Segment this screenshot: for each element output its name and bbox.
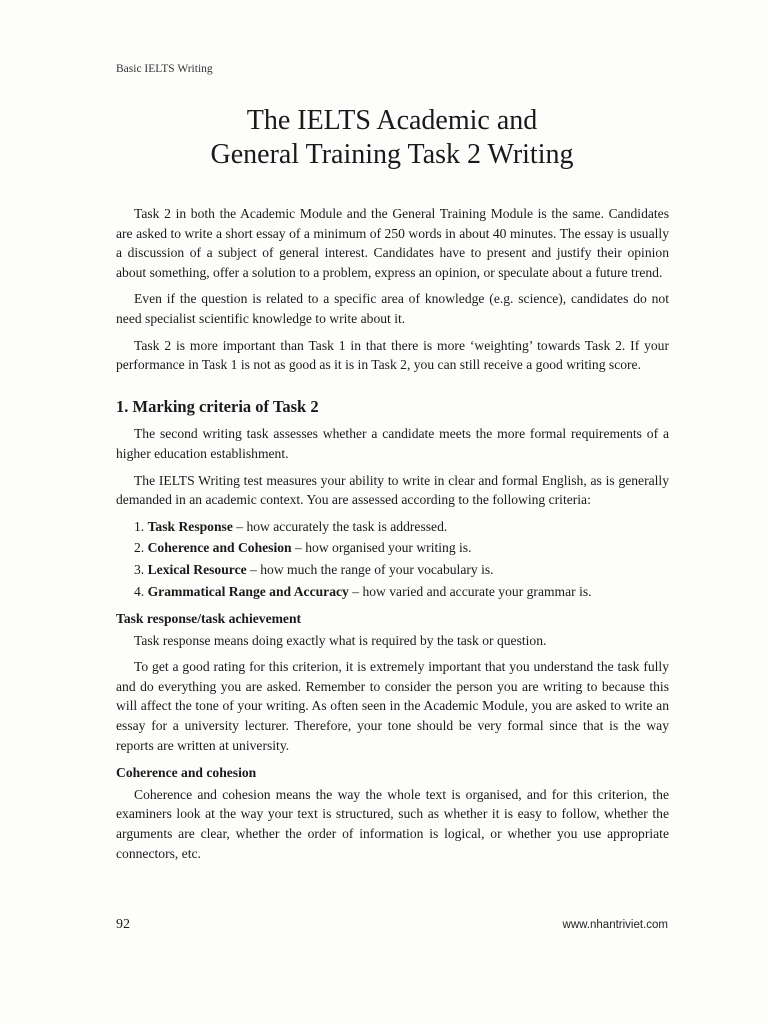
running-head: Basic IELTS Writing [116,63,213,75]
criteria-item [116,582,669,602]
criteria-number: 3. [134,561,145,577]
section-heading-marking-criteria: 1. Marking criteria of Task 2 [116,396,319,416]
page-number: 92 [116,917,130,932]
subheading-coherence: Coherence and cohesion [116,765,257,781]
title-line-1: The IELTS Academic and [246,105,538,136]
criteria-description: – how organised your writing is. [291,540,472,556]
criteria-term: Grammatical Range and Accuracy [147,583,349,599]
criteria-description: – how accurately the task is addressed. [232,518,448,534]
task-response-paragraph-1: Task response means doing exactly what is required by the task or question. [134,632,547,648]
criteria-number: 1. [134,518,145,534]
intro-paragraph-3: Task 2 is more important than Task 1 in that there is more ‘weighting’ towards Task 2. If your performance in Task 1 is not as good as it is in Task 2, you can still receive a good writing score. [116,337,669,373]
coherence-paragraph-1: Coherence and cohesion means the way the whole text is organised, and for this criterion, the examiners look at the way your text is structured, such as whether it is easy to follow, whether the arguments are clear, whether the order of information is logical, or whether you use appropriate connectors, etc. [116,786,669,861]
page-title [0,104,768,172]
criteria-item [116,560,669,580]
criteria-number: 4. [134,583,145,599]
body-text [116,204,669,870]
intro-paragraph-2: Even if the question is related to a specific area of knowledge (e.g. science), candidates do not need specialist scientific knowledge to write about it. [116,291,669,326]
subheading-task-response: Task response/task achievement [116,611,302,627]
task-response-paragraph-2: To get a good rating for this criterion, it is extremely important that you understand the task fully and do everything you are asked. Remember to consider the person you are writing to because this will affect the tone of your writing. As often seen in the Academic Module, you are asked to write an essay for a university lecturer. Therefore, your tone should be very formal since that is the way reports are written at university. [116,659,669,753]
criteria-term: Coherence and Cohesion [147,540,292,556]
criteria-description: – how much the range of your vocabulary is. [246,561,494,577]
criteria-item [116,517,669,537]
website-url: www.nhantriviet.com [562,919,668,931]
criteria-term: Lexical Resource [147,561,247,577]
criteria-list [116,517,669,601]
criteria-number: 2. [134,540,145,556]
intro-paragraph-1: Task 2 in both the Academic Module and the General Training Module is the same. Candidates are asked to write a short essay of a minimum of 250 words in about 40 minutes. The essay is usually a discussion of a subject of general interest. Candidates have to present and justify their opinion about something, offer a solution to a problem, express an opinion, or speculate about a future trend. [116,206,669,280]
criteria-item [116,538,669,558]
criteria-term: Task Response [147,518,233,534]
title-line-2: General Training Task 2 Writing [210,139,574,170]
section1-paragraph-2: The IELTS Writing test measures your ability to write in clear and formal English, as is generally demanded in an academic context. You are assessed according to the following criteria: [116,472,669,508]
section1-paragraph-1: The second writing task assesses whether a candidate meets the more formal requirements of a higher education establishment. [116,426,669,461]
criteria-description: – how varied and accurate your grammar is. [348,583,592,599]
